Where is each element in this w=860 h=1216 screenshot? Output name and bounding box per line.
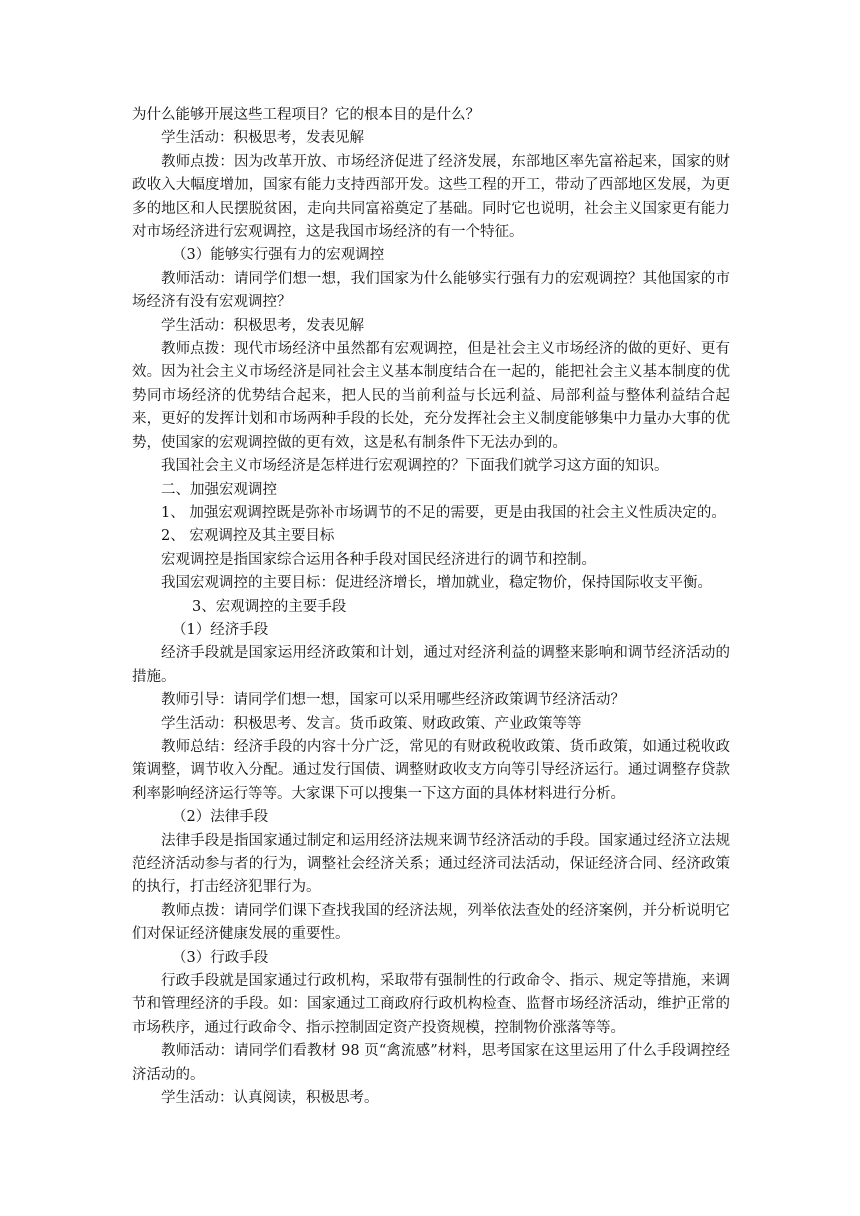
paragraph: 行政手段就是国家通过行政机构，采取带有强制性的行政命令、指示、规定等措施，来调节和管理经济的手段。如：国家通过工商政府行政机构检查、监督市场经济活动，维护正常的市场秩序，通过行政命令、指示控制固定资产投资规模，控制物价涨落等等。 [132,973,730,1036]
paragraph: 二、加强宏观调控 [161,481,277,498]
paragraph: （1）经济手段 [172,621,269,638]
paragraph: 我国宏观调控的主要目标：促进经济增长，增加就业，稳定物价，保持国际收支平衡。 [161,575,712,592]
paragraph: 教师引导：请同学们想一想，国家可以采用哪些经济政策调节经济活动？ [161,692,625,709]
paragraph: 学生活动：积极思考，发表见解 [161,317,364,334]
paragraph: 教师点拨：因为改革开放、市场经济促进了经济发展，东部地区率先富裕起来，国家的财政收入大幅度增加，国家有能力支持西部开发。这些工程的开工，带动了西部地区发展，为更多的地区和人民摆脱贫困，走向共同富裕奠定了基础。同时它也说明，社会主义国家更有能力对市场经济进行宏观调控，这是我国市场经济的有一个特征。 [132,153,730,241]
paragraph: 教师点拨：现代市场经济中虽然都有宏观调控，但是社会主义市场经济的做的更好、更有效。因为社会主义市场经济是同社会主义基本制度结合在一起的，能把社会主义基本制度的优势同市场经济的优势结合起来，把人民的当前利益与长远利益、局部利益与整体利益结合起来，更好的发挥计划和市场两种手段的长处，充分发挥社会主义制度能够集中力量办大事的优势，使国家的宏观调控做的更有效，这是私有制条件下无法办到的。 [132,341,730,451]
paragraph: 学生活动：认真阅读，积极思考。 [161,1090,379,1107]
paragraph: 教师总结：经济手段的内容十分广泛，常见的有财政税收政策、货币政策，如通过税收政策调整，调节收入分配。通过发行国债、调整财政收支方向等引导经济运行。通过调整存贷款利率影响经济运行等等。大家课下可以搜集一下这方面的具体材料进行分析。 [132,738,730,802]
paragraph: 教师活动：请同学们想一想，我们国家为什么能够实行强有力的宏观调控？其他国家的市场经济有没有宏观调控？ [132,270,730,311]
paragraph: 教师活动：请同学们看教材 98 页“禽流感”材料，思考国家在这里运用了什么手段调控经济活动的。 [132,1043,730,1083]
document-body [132,104,730,1110]
paragraph: （2）法律手段 [172,809,269,826]
paragraph: （3）能够实行强有力的宏观调控 [172,247,385,264]
paragraph: 宏观调控是指国家综合运用各种手段对国民经济进行的调节和控制。 [161,551,596,568]
paragraph: 我国社会主义市场经济是怎样进行宏观调控的？下面我们就学习这方面的知识。 [161,458,669,475]
paragraph: 学生活动：积极思考，发表见解 [161,130,364,147]
paragraph: 学生活动：积极思考、发言。货币政策、财政政策、产业政策等等 [161,715,582,732]
paragraph: 3、宏观调控的主要手段 [192,598,347,615]
paragraph: 经济手段就是国家运用经济政策和计划，通过对经济利益的调整来影响和调节经济活动的措施。 [132,645,730,685]
paragraph: 法律手段是指国家通过制定和运用经济法规来调节经济活动的手段。国家通过经济立法规范经济活动参与者的行为，调整社会经济关系；通过经济司法活动，保证经济合同、经济政策的执行，打击经济犯罪行为。 [132,832,730,896]
paragraph: 2、 宏观调控及其主要目标 [161,528,335,545]
paragraph: 教师点拨：请同学们课下查找我国的经济法规，列举依法查处的经济案例，并分析说明它们对保证经济健康发展的重要性。 [132,902,730,943]
paragraph: 1、 加强宏观调控既是弥补市场调节的不足的需要，更是由我国的社会主义性质决定的。 [161,504,726,521]
paragraph: 为什么能够开展这些工程项目？它的根本目的是什么？ [132,107,480,123]
paragraph: （3）行政手段 [172,949,269,966]
